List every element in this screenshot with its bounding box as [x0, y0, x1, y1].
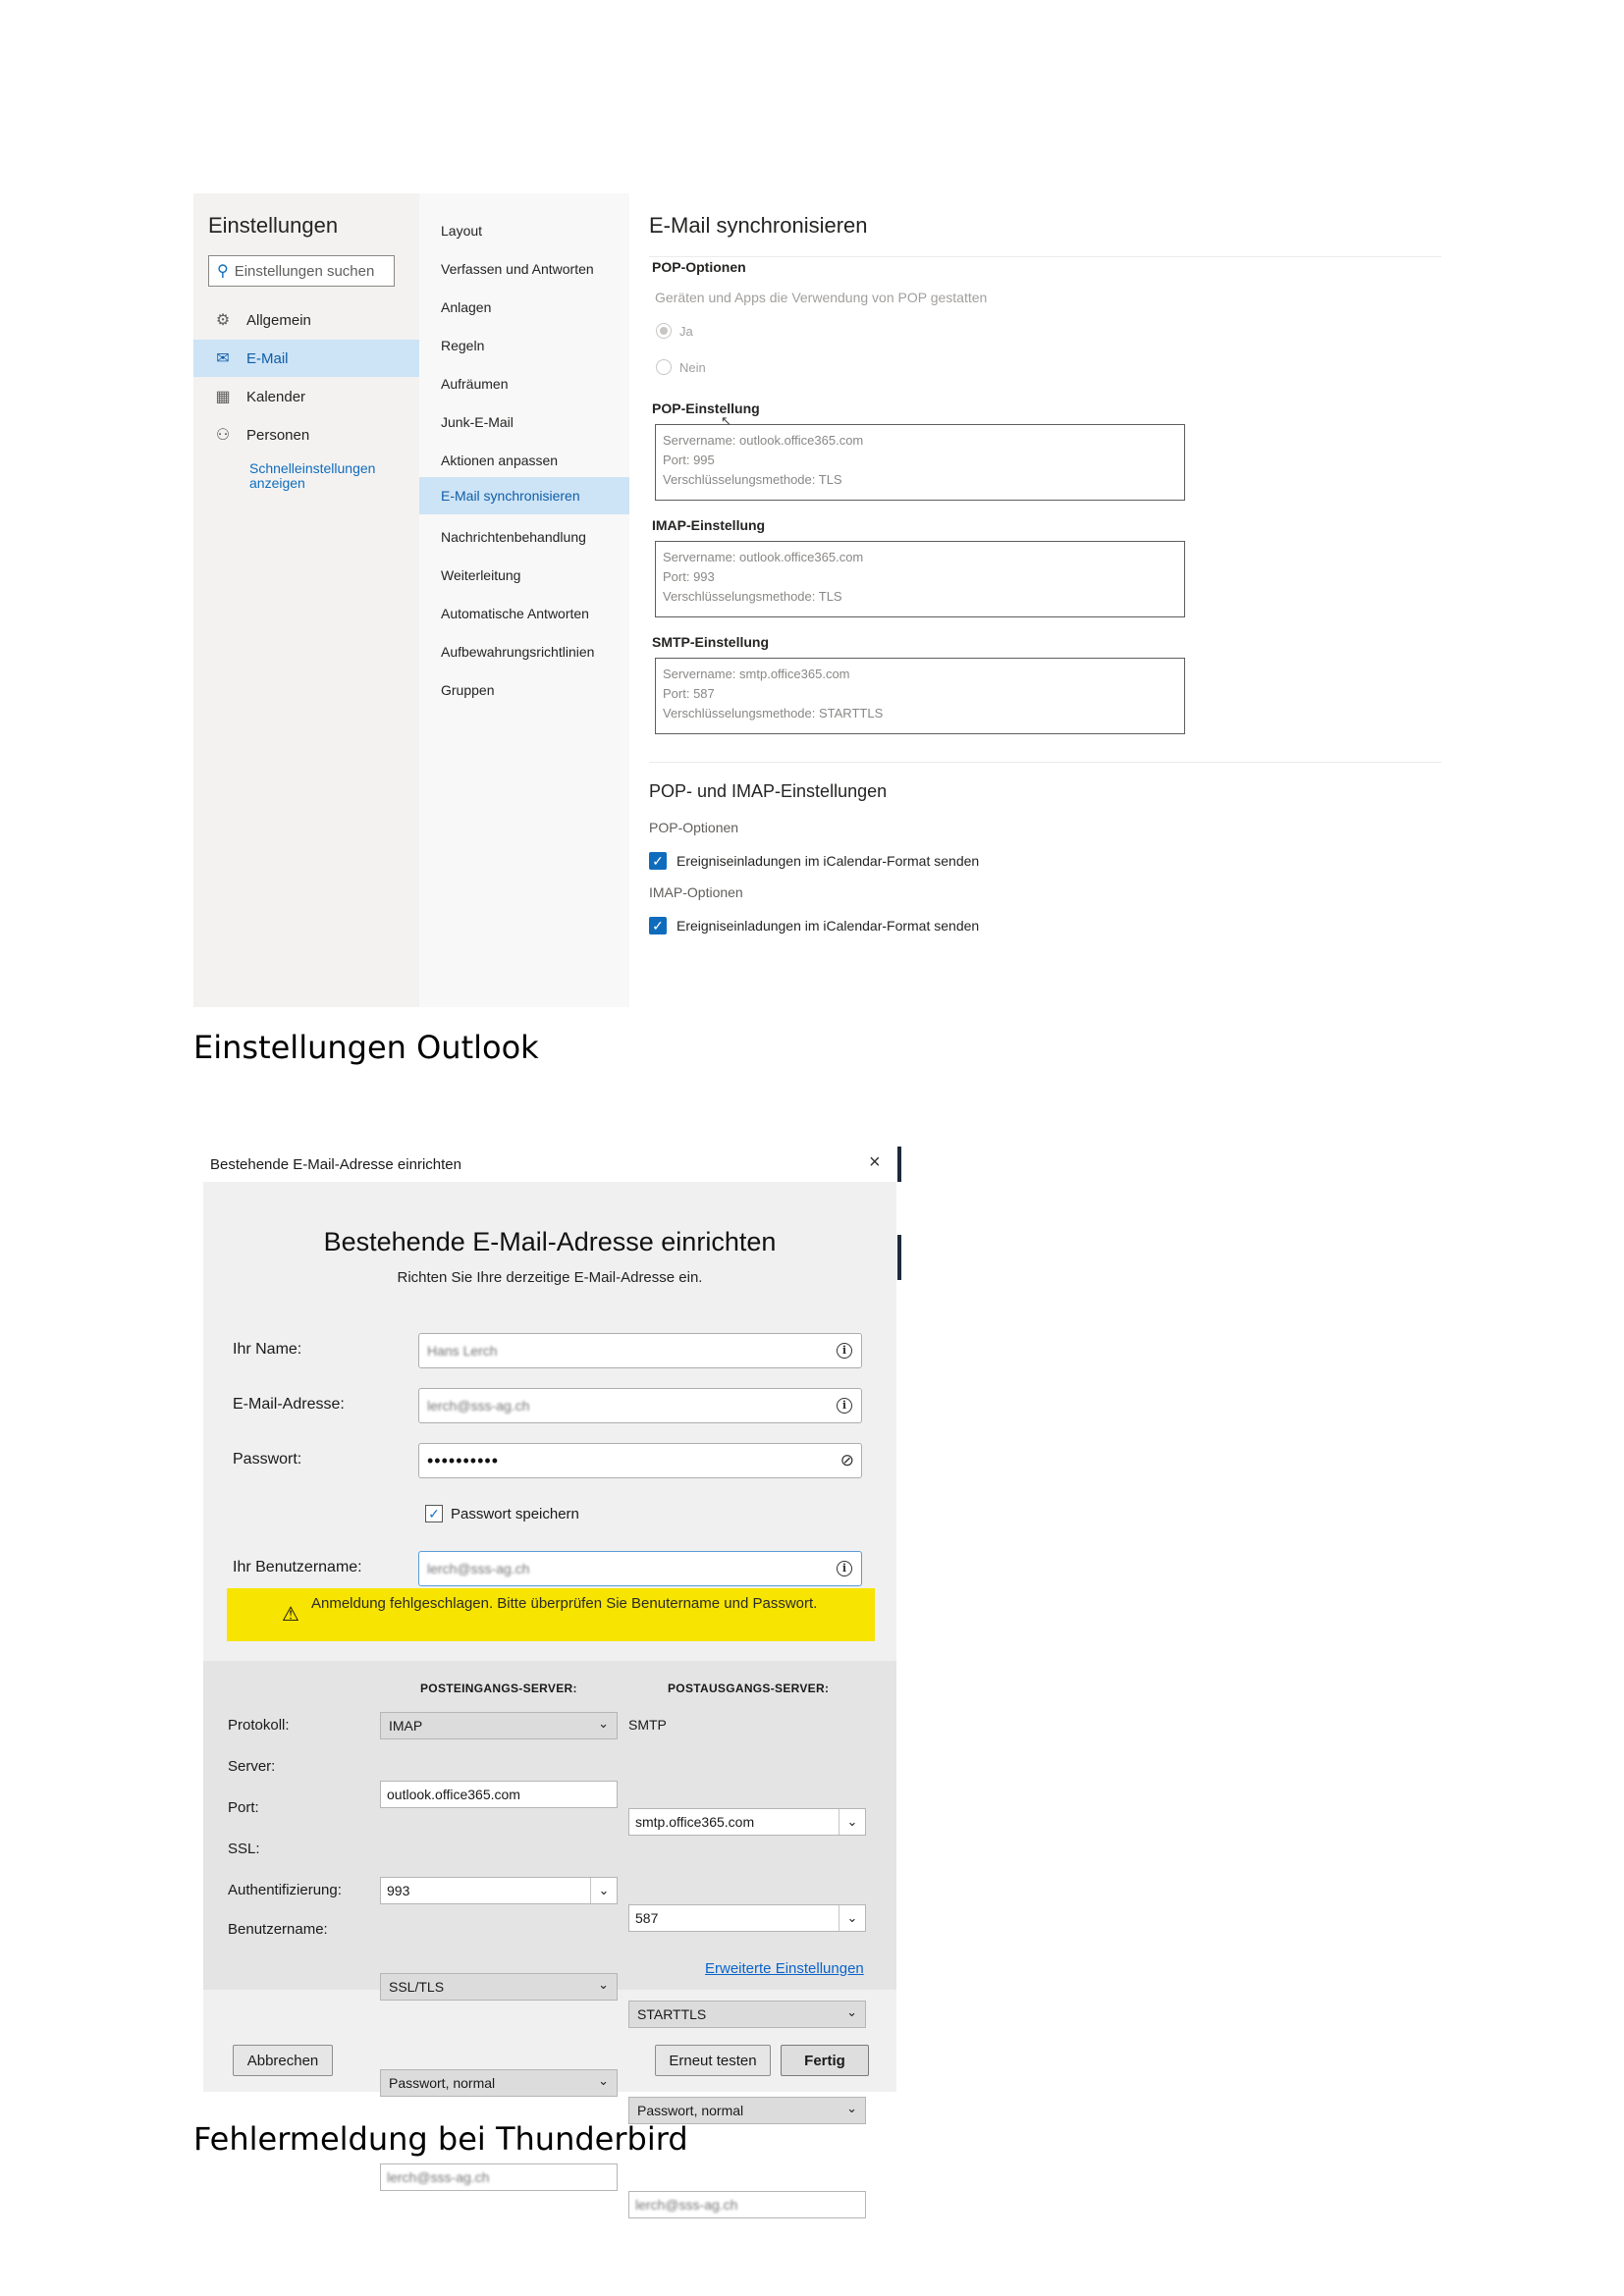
subnav-item[interactable]: Aktionen anpassen [441, 453, 559, 468]
port-in-value: 993 [387, 1883, 410, 1898]
smtp-setting-heading: SMTP-Einstellung [652, 634, 769, 650]
checkmark-icon: ✓ [425, 1505, 443, 1522]
caption-thunderbird: Fehlermeldung bei Thunderbird [193, 2120, 688, 2158]
ssl-in-select[interactable] [380, 1973, 618, 2001]
cancel-button[interactable] [233, 2045, 333, 2076]
pop-ical-label: Ereigniseinladungen im iCalendar-Format senden [677, 853, 980, 869]
save-password-checkbox[interactable] [425, 1505, 579, 1522]
window-edge [896, 1147, 903, 2092]
settings-search-input[interactable] [208, 255, 395, 287]
smtp-port: Port: 587 [663, 686, 715, 701]
user-in-input[interactable] [380, 2163, 618, 2191]
subnav-item[interactable]: Aufräumen [441, 376, 509, 392]
username-value: lerch@sss-ag.ch [427, 1561, 530, 1576]
imap-server: Servername: outlook.office365.com [663, 550, 864, 564]
smtp-encryption: Verschlüsselungsmethode: STARTTLS [663, 706, 884, 721]
page-title: E-Mail synchronisieren [649, 213, 868, 238]
chevron-down-icon: ⌄ [598, 1977, 609, 1992]
chevron-down-icon[interactable]: ⌄ [590, 1878, 617, 1903]
email-value: lerch@sss-ag.ch [427, 1398, 530, 1414]
chevron-down-icon: ⌄ [598, 2073, 609, 2088]
user-in-value: lerch@sss-ag.ch [387, 2169, 490, 2185]
name-value: Hans Lerch [427, 1343, 498, 1359]
nav-item-kalender[interactable] [193, 378, 419, 415]
nav-item-label: Allgemein [246, 311, 311, 329]
server-out-value: smtp.office365.com [635, 1814, 755, 1830]
settings-nav-pane [193, 193, 419, 1007]
pop-port: Port: 995 [663, 453, 715, 467]
people-icon: ⚇ [215, 427, 231, 444]
radio-yes-circle [656, 323, 672, 339]
divider [649, 256, 1441, 257]
advanced-settings-link[interactable] [705, 1960, 864, 1977]
server-out-combobox[interactable] [628, 1808, 866, 1836]
user-out-value: lerch@sss-ag.ch [635, 2197, 738, 2213]
pop-setting-heading: POP-Einstellung [652, 400, 760, 416]
chevron-down-icon: ⌄ [598, 1716, 609, 1731]
close-icon[interactable]: × [869, 1151, 881, 1173]
radio-no[interactable] [656, 359, 706, 375]
name-input[interactable] [418, 1333, 862, 1368]
imap-encryption: Verschlüsselungsmethode: TLS [663, 589, 842, 604]
server-label: Server: [228, 1758, 276, 1775]
user-out-input[interactable] [628, 2191, 866, 2218]
subnav-item-selected[interactable]: E-Mail synchronisieren [419, 477, 629, 514]
ssl-out-select[interactable] [628, 2001, 866, 2028]
email-input[interactable] [418, 1388, 862, 1423]
email-subnav-pane [419, 193, 629, 1007]
subnav-item[interactable]: Anlagen [441, 299, 492, 315]
outgoing-server-heading: POSTAUSGANGS-SERVER: [668, 1682, 830, 1695]
imap-setting-heading: IMAP-Einstellung [652, 517, 766, 533]
imap-port: Port: 993 [663, 569, 715, 584]
pop-imap-heading: POP- und IMAP-Einstellungen [649, 781, 888, 801]
save-password-label: Passwort speichern [451, 1505, 579, 1522]
imap-options-label: IMAP-Optionen [649, 884, 743, 900]
radio-no-circle [656, 359, 672, 375]
imap-ical-checkbox[interactable] [649, 917, 979, 934]
chevron-down-icon: ⌄ [846, 2101, 857, 2115]
retest-button[interactable] [655, 2045, 771, 2076]
port-out-combobox[interactable] [628, 1904, 866, 1932]
subnav-item[interactable]: Nachrichtenbehandlung [441, 529, 586, 545]
pop-ical-checkbox[interactable] [649, 852, 979, 870]
advanced-settings-link-text: Erweiterte Einstellungen [705, 1960, 864, 1977]
name-label [233, 1341, 301, 1359]
port-label: Port: [228, 1799, 259, 1816]
password-value: •••••••••• [427, 1450, 500, 1470]
protocol-in-select[interactable] [380, 1712, 618, 1739]
subnav-item[interactable]: Weiterleitung [441, 567, 521, 583]
imap-ical-label: Ereigniseinladungen im iCalendar-Format senden [677, 918, 980, 934]
caption-outlook: Einstellungen Outlook [193, 1029, 539, 1066]
username-label: Ihr Benutzername: [233, 1559, 362, 1575]
checkmark-icon: ✓ [649, 917, 667, 934]
port-out-value: 587 [635, 1910, 659, 1926]
done-button[interactable] [781, 2045, 869, 2076]
pop-options-heading: POP-Optionen [652, 259, 746, 275]
nav-item-label: Personen [246, 426, 310, 444]
retest-button-label: Erneut testen [669, 2052, 757, 2069]
email-label: E-Mail-Adresse: [233, 1396, 345, 1413]
imap-setting-box [655, 541, 1185, 617]
nav-item-label: Kalender [246, 388, 306, 405]
protocol-out-value: SMTP [628, 1717, 667, 1733]
nav-item-allgemein[interactable] [193, 301, 419, 339]
password-input[interactable] [418, 1443, 862, 1478]
auth-in-value: Passwort, normal [389, 2075, 496, 2091]
subnav-item[interactable]: Automatische Antworten [441, 606, 589, 621]
chevron-down-icon[interactable]: ⌄ [839, 1809, 865, 1835]
divider [649, 762, 1441, 763]
radio-no-label: Nein [679, 359, 706, 375]
checkmark-icon: ✓ [649, 852, 667, 870]
subnav-item[interactable]: Layout [441, 223, 483, 239]
port-in-combobox[interactable] [380, 1877, 618, 1904]
mouse-cursor-icon: ↖ [721, 413, 731, 428]
calendar-icon: ▦ [215, 389, 231, 405]
outlook-settings-screenshot [193, 193, 1441, 1007]
username-input[interactable] [418, 1551, 862, 1586]
subnav-item[interactable]: Verfassen und Antworten [441, 261, 594, 277]
auth-in-select[interactable] [380, 2069, 618, 2097]
server-in-input[interactable] [380, 1781, 618, 1808]
chevron-down-icon: ⌄ [846, 2004, 857, 2019]
window-edge-accent [897, 1147, 901, 1182]
auth-out-value: Passwort, normal [637, 2103, 744, 2118]
dialog-subheading: Richten Sie Ihre derzeitige E-Mail-Adresse ein. [397, 1269, 703, 1286]
subnav-item[interactable]: Junk-E-Mail [441, 414, 514, 430]
info-icon[interactable]: i [837, 1398, 852, 1414]
mail-icon: ✉ [216, 350, 230, 367]
search-icon: ⚲ [217, 263, 229, 280]
dialog-heading: Bestehende E-Mail-Adresse einrichten [323, 1227, 777, 1256]
incoming-server-heading: POSTEINGANGS-SERVER: [420, 1682, 577, 1695]
pop-options-label: POP-Optionen [649, 820, 739, 835]
warning-icon: ⚠ [282, 1604, 299, 1626]
protocol-label: Protokoll: [228, 1717, 290, 1734]
sync-settings-panel [629, 193, 1441, 1007]
dialog-window-title: Bestehende E-Mail-Adresse einrichten [210, 1156, 461, 1173]
quick-settings-link[interactable]: Schnelleinstellungen anzeigen [249, 460, 376, 491]
ssl-label: SSL: [228, 1841, 260, 1857]
radio-yes[interactable] [656, 323, 693, 339]
login-failed-warning [227, 1588, 875, 1641]
eye-slash-icon[interactable]: ⊘ [839, 1451, 854, 1469]
ssl-out-value: STARTTLS [637, 2006, 707, 2022]
protocol-in-value: IMAP [389, 1718, 423, 1734]
smtp-setting-box [655, 658, 1185, 734]
radio-yes-label: Ja [679, 323, 693, 339]
server-username-label: Benutzername: [228, 1921, 328, 1938]
pop-setting-box [655, 424, 1185, 501]
name-label-text: Ihr Name: [233, 1341, 302, 1358]
server-in-value: outlook.office365.com [387, 1787, 520, 1802]
settings-title: Einstellungen [208, 213, 339, 238]
gear-icon: ⚙ [215, 312, 231, 329]
subnav-item[interactable]: Regeln [441, 338, 485, 353]
cancel-button-label: Abbrechen [246, 2052, 319, 2069]
ssl-in-value: SSL/TLS [389, 1979, 445, 1995]
auth-label: Authentifizierung: [228, 1882, 342, 1898]
subnav-item[interactable]: Aufbewahrungsrichtlinien [441, 644, 595, 660]
nav-item-personen[interactable] [193, 416, 419, 454]
done-button-label: Fertig [804, 2052, 845, 2069]
warning-text: Anmeldung fehlgeschlagen. Bitte überprüfen Sie Benutername und Passwort. [311, 1595, 818, 1612]
subnav-item[interactable]: Gruppen [441, 682, 495, 698]
pop-allow-label: Geräten und Apps die Verwendung von POP gestatten [655, 290, 988, 305]
window-edge-accent [897, 1235, 901, 1280]
settings-search-placeholder: Einstellungen suchen [234, 262, 375, 280]
smtp-server: Servername: smtp.office365.com [663, 667, 850, 681]
chevron-down-icon[interactable]: ⌄ [839, 1905, 865, 1931]
nav-item-label: E-Mail [246, 349, 289, 367]
pop-encryption: Verschlüsselungsmethode: TLS [663, 472, 842, 487]
info-icon[interactable]: i [837, 1343, 852, 1359]
info-icon[interactable]: i [837, 1561, 852, 1576]
nav-item-email[interactable] [193, 340, 419, 377]
pop-server: Servername: outlook.office365.com [663, 433, 864, 448]
password-label: Passwort: [233, 1451, 302, 1468]
